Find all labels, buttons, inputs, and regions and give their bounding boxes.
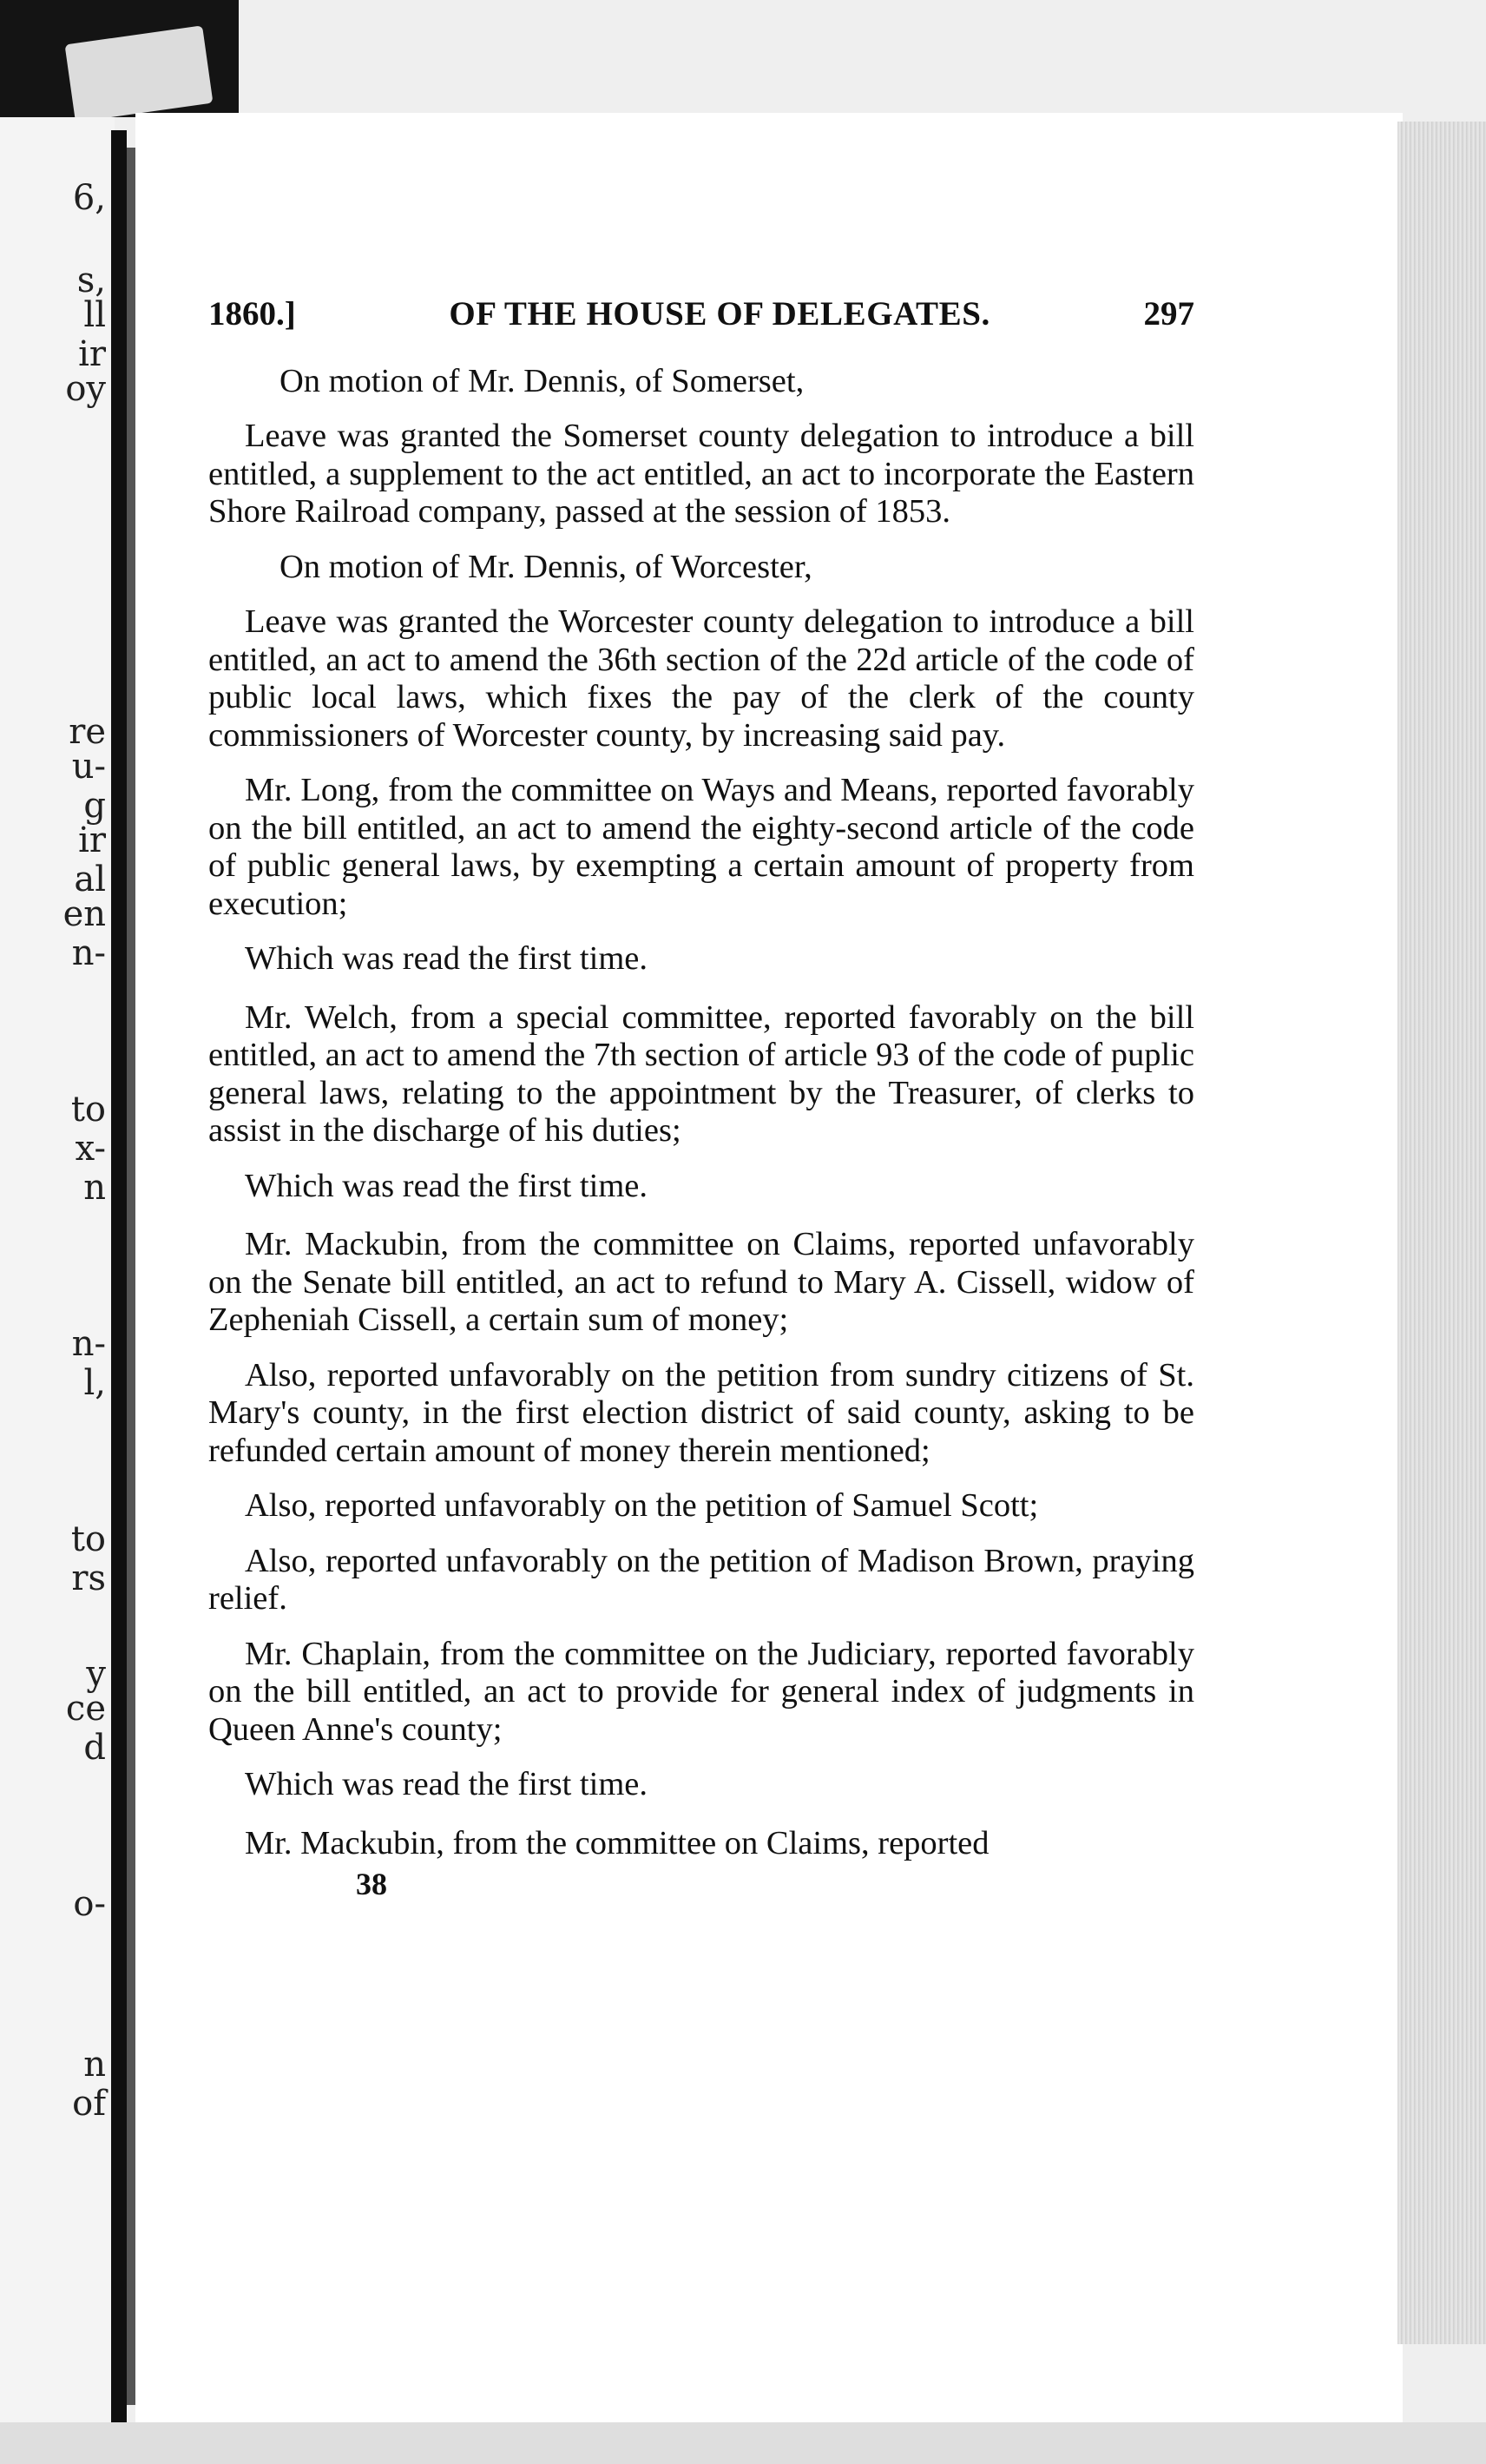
paragraph-also-brown: Also, reported unfavorably on the petition of Madison Brown, praying relief.	[208, 1542, 1194, 1617]
facing-page-fragment: x-	[75, 1129, 106, 1169]
facing-page-fragment: of	[72, 2084, 106, 2124]
facing-page-fragment: o-	[73, 1884, 106, 1924]
facing-page-fragment: n	[83, 2045, 106, 2085]
facing-page-fragment: to	[70, 1090, 106, 1130]
paragraph-long-ways-means: Mr. Long, from the committee on Ways and Means, reported favorably on the bill entitled, an act to amend the eighty-second article of the code of public general laws, by exempting a certain amount of property from execution;	[208, 772, 1194, 922]
facing-page-fragment: d	[83, 1728, 106, 1768]
book-gutter	[111, 130, 127, 2431]
header-title: OF THE HOUSE OF DELEGATES.	[449, 295, 990, 333]
facing-page-fragment: 6,	[72, 178, 106, 218]
facing-page-fragment: s,	[76, 260, 106, 300]
facing-page-fragment: rs	[71, 1558, 106, 1598]
book-gutter-shadow	[127, 148, 135, 2405]
facing-page-fragment: ir	[78, 820, 106, 860]
facing-page-fragment: l,	[83, 1363, 106, 1403]
paragraph-mackubin-cissell: Mr. Mackubin, from the committee on Claims, reported unfavorably on the Senate bill entitled, an act to refund to Mary A. Cissell, widow of Zepheniah Cissell, a certain sum of money;	[208, 1226, 1194, 1338]
paragraph-welch-special: Mr. Welch, from a special committee, reported favorably on the bill entitled, an act to amend the 7th section of article 93 of the code of puplic general laws, relating to the appointment by the Treasurer, of clerks to assist in the discharge of his duties;	[208, 998, 1194, 1149]
paragraph-read-first-3: Which was read the first time.	[245, 1766, 648, 1802]
facing-page-fragment: n-	[71, 1324, 106, 1364]
paragraph-motion-somerset: On motion of Mr. Dennis, of Somerset,	[279, 362, 805, 399]
paragraph-also-scott: Also, reported unfavorably on the petition of Samuel Scott;	[245, 1487, 1039, 1524]
facing-page-fragment: u-	[71, 747, 106, 787]
facing-page-fragment: n-	[71, 933, 106, 973]
paragraph-leave-somerset: Leave was granted the Somerset county delegation to introduce a bill entitled, a supplement to the act entitled, an act to incorporate the Eastern Shore Railroad company, passed at the session of 1853.	[208, 418, 1194, 530]
header-year: 1860.]	[208, 295, 296, 333]
signature-mark: 38	[356, 1867, 387, 1901]
facing-page-fragment: ll	[83, 295, 106, 335]
page-number: 297	[1143, 295, 1194, 333]
facing-page-fragment: en	[62, 894, 106, 934]
paragraph-read-first-1: Which was read the first time.	[245, 940, 648, 977]
facing-page-fragment: oy	[65, 369, 106, 409]
running-header	[208, 295, 1194, 333]
paragraph-mackubin-claims-2: Mr. Mackubin, from the committee on Claims, reported	[245, 1824, 990, 1861]
page-text-block	[208, 295, 1194, 1904]
facing-page-fragment: g	[83, 786, 106, 826]
facing-page-fragment: ir	[78, 334, 106, 374]
paragraph-motion-worcester: On motion of Mr. Dennis, of Worcester,	[279, 548, 812, 585]
facing-page-fragment: to	[70, 1519, 106, 1559]
facing-page-fragment: ce	[65, 1689, 106, 1729]
paragraph-chaplain-judiciary: Mr. Chaplain, from the committee on the Judiciary, reported favorably on the bill entitled, an act to provide for general index of judgments in Queen Anne's county;	[208, 1635, 1194, 1748]
facing-page-fragment: y	[86, 1654, 106, 1694]
paragraph-leave-worcester: Leave was granted the Worcester county delegation to introduce a bill entitled, an act to amend the 36th section of the 22d article of the code of public local laws, which fixes the pay of the clerk of the county commissioners of Worcester county, by increasing said pay.	[208, 603, 1194, 754]
scan-bottom-margin	[0, 2422, 1486, 2464]
facing-page-fragment: re	[69, 712, 106, 752]
facing-page-fragment: al	[74, 860, 106, 899]
facing-page-remnant	[0, 117, 115, 2444]
journal-entries	[208, 363, 1194, 1863]
paragraph-also-st-marys: Also, reported unfavorably on the petition from sundry citizens of St. Mary's county, in the first election district of said county, asking to be refunded certain amount of money therein mentioned;	[208, 1356, 1194, 1469]
facing-page-fragment: n	[83, 1168, 106, 1208]
paragraph-read-first-2: Which was read the first time.	[245, 1167, 648, 1204]
page-stack-edge	[1397, 122, 1486, 2344]
